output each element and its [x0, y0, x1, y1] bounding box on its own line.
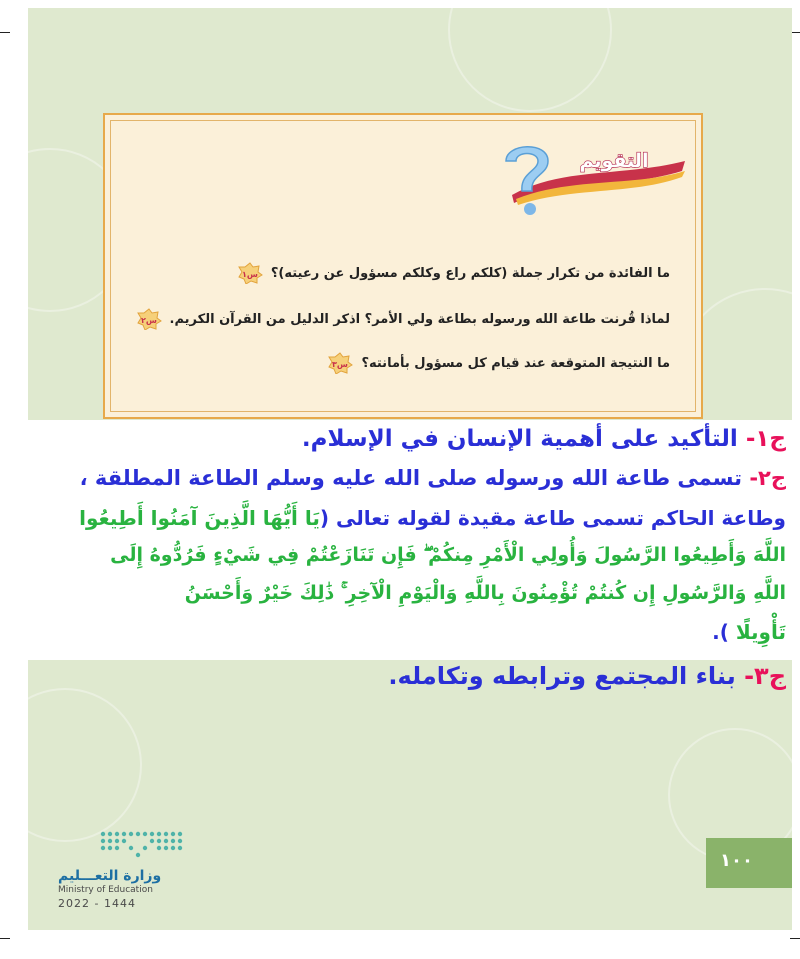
question-label: س١: [241, 270, 258, 279]
question-3: [327, 352, 670, 374]
ministry-name-ar: وزارة التعـــليم: [58, 868, 162, 884]
answer-2-line-1: [80, 466, 786, 490]
edition-year: 2022 - 1444: [58, 897, 136, 910]
answer-text: ).: [712, 620, 736, 644]
answer-label: ج٢-: [749, 466, 786, 490]
question-text: لماذا قُرنت طاعة الله ورسوله بطاعة ولي الأمر؟ اذكر الدليل من القرآن الكريم.: [169, 311, 670, 327]
answer-text: تسمى طاعة الله ورسوله صلى الله عليه وسلم الطاعة المطلقة ،: [79, 466, 742, 490]
background-ornament: [448, 8, 612, 112]
page-number: ١٠٠: [720, 850, 753, 871]
ministry-name-en: Ministry of Education: [58, 885, 153, 895]
answer-3: [388, 662, 786, 690]
question-label: س٢: [140, 316, 157, 325]
ministry-logo-icon: [55, 826, 195, 866]
background-ornament: [28, 688, 142, 842]
quran-verse: يَا أَيُّهَا الَّذِينَ آمَنُوا أَطِيعُوا: [79, 506, 320, 530]
crop-mark-bottom-left: [0, 938, 10, 939]
question-2: [136, 308, 670, 330]
question-1: [237, 262, 670, 284]
evaluation-title: التقويم: [579, 150, 649, 172]
answer-2-line-2: [79, 506, 786, 530]
quran-verse: تَأْوِيلًا: [735, 620, 786, 644]
quran-verse-line: اللَّهَ وَأَطِيعُوا الرَّسُولَ وَأُولِي الْأَمْرِ مِنكُمْ ۖ فَإِن تَنَازَعْتُمْ فِي شَيْءٍ فَرُدُّوهُ إِلَى: [110, 544, 786, 566]
evaluation-banner: [482, 137, 687, 215]
answer-1: [302, 426, 786, 452]
question-badge-icon: [327, 352, 353, 374]
answer-text: وطاعة الحاكم تسمى طاعة مقيدة لقوله تعالى (: [319, 506, 786, 530]
crop-mark-bottom-right: [790, 938, 800, 939]
crop-mark-top-left: [0, 32, 10, 33]
answer-text: التأكيد على أهمية الإنسان في الإسلام.: [301, 426, 738, 452]
question-badge-icon: [237, 262, 263, 284]
answers-panel: [28, 420, 792, 660]
answer-2-line-5: [712, 620, 786, 644]
answer-label: ج١-: [745, 426, 786, 452]
question-text: ما النتيجة المتوقعة عند قيام كل مسؤول بأمانته؟: [361, 355, 670, 371]
question-badge-icon: [136, 308, 162, 330]
question-text: ما الفائدة من تكرار جملة (كلكم راع وكلكم مسؤول عن رعيته)؟: [270, 265, 670, 281]
quran-verse-line: اللَّهِ وَالرَّسُولِ إِن كُنتُمْ تُؤْمِنُونَ بِاللَّهِ وَالْيَوْمِ الْآخِرِ ۚ ذَٰلِكَ خَيْرٌ وَأَحْسَنُ: [184, 582, 786, 604]
question-mark-icon: [506, 147, 548, 215]
answer-text: بناء المجتمع وترابطه وتكامله.: [388, 662, 736, 690]
question-label: س٣: [332, 360, 349, 369]
answer-label: ج٣-: [744, 662, 786, 690]
